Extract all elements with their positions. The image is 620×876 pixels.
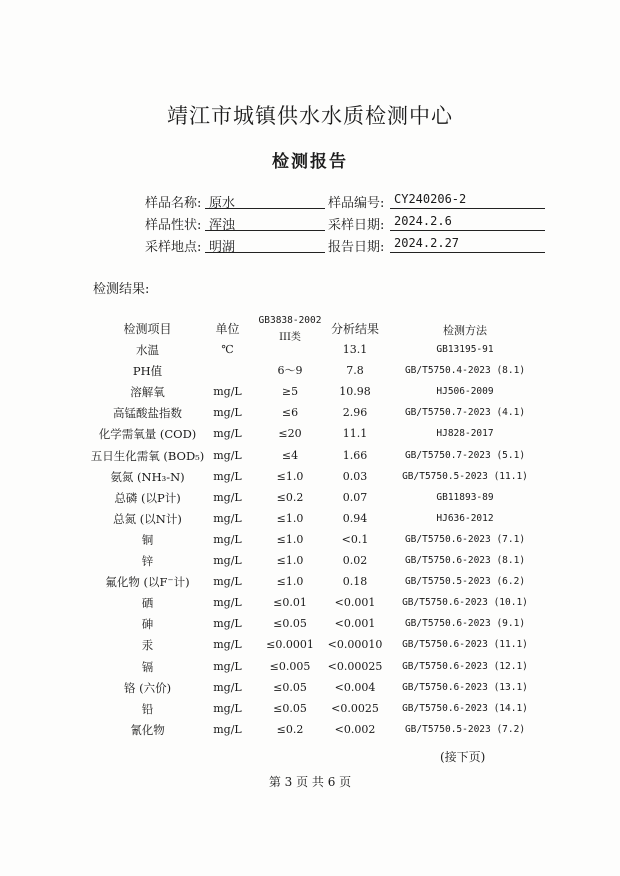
row-item: 总磷 (以P计) [114,490,181,505]
row-method: GB/T5750.6-2023 (12.1) [402,660,528,672]
header-method: 检测方法 [443,324,487,337]
row-result: <0.0025 [331,701,379,715]
continued-note: (接下页) [440,750,486,764]
row-standard: ≤0.2 [276,490,304,504]
row-result: <0.00010 [327,638,383,652]
table-row [0,572,620,592]
row-method: HJ828-2017 [436,428,494,440]
row-item: 铬 (六价) [123,680,172,695]
table-row [0,593,620,613]
sample-no-value: CY240206-2 [390,192,545,209]
row-item: 硒 [141,596,154,611]
row-standard: ≤1.0 [276,532,304,546]
header-unit: 单位 [215,322,240,336]
sample-state-value: 浑浊 [205,214,325,231]
row-unit: mg/L [213,448,242,462]
row-result: 13.1 [342,343,368,356]
page-number: 第 3 页 共 6 页 [268,775,352,789]
row-result: 1.66 [342,448,368,462]
row-result: 0.02 [342,554,368,567]
row-result: 0.94 [342,511,368,525]
row-item: 锌 [141,554,154,568]
row-method: GB/T5750.5-2023 (11.1) [402,470,528,482]
row-item: 氨氮 (NH₃-N) [110,469,185,484]
table-row [0,551,620,571]
row-standard: ≤1.0 [276,575,304,589]
row-method: GB/T5750.6-2023 (8.1) [404,555,526,566]
sampling-date-value: 2024.2.6 [390,214,545,231]
header-item: 检测项目 [123,322,172,336]
row-item: 镉 [141,659,154,674]
row-item: 化学需氧量 (COD) [98,427,197,442]
row-method: GB/T5750.7-2023 (5.1) [404,449,526,461]
row-method: GB11893-89 [436,491,494,503]
row-unit: mg/L [213,575,242,589]
row-standard: ≤0.05 [273,617,307,631]
row-unit: mg/L [213,596,242,610]
table-row [0,635,620,655]
table-row [0,614,620,634]
row-item: 高锰酸盐指数 [113,406,182,421]
table-row [0,446,620,466]
row-result: 0.07 [342,490,368,504]
row-standard: ≥5 [281,385,299,399]
row-unit: mg/L [213,532,242,546]
row-method: GB/T5750.6-2023 (13.1) [402,681,528,693]
row-item: 砷 [141,617,154,632]
row-method: GB/T5750.5-2023 (6.2) [404,576,526,588]
row-method: GB/T5750.6-2023 (7.1) [404,533,526,545]
report-title: 检测报告 [272,152,348,172]
sample-no-label: 样品编号: [328,196,385,211]
row-unit: mg/L [213,701,242,715]
row-result: 0.18 [342,575,368,589]
row-standard: ≤20 [278,427,302,441]
row-result: 7.8 [346,364,364,378]
row-method: GB/T5750.6-2023 (14.1) [402,702,528,714]
header-standard-line1: GB3838-2002 [258,315,322,326]
row-item: 总氮 (以N计) [113,511,182,526]
row-result: 0.03 [342,469,368,483]
row-result: <0.001 [334,617,376,631]
row-standard: ≤1.0 [276,511,304,525]
sample-name-value: 原水 [205,192,325,209]
table-row [0,678,620,698]
row-item: PH值 [132,364,163,379]
row-result: <0.00025 [327,659,383,673]
row-method: GB/T5750.6-2023 (11.1) [402,639,528,651]
table-row [0,382,620,402]
sample-state-label: 样品性状: [145,218,202,233]
row-standard: 6～9 [277,364,303,378]
row-result: <0.001 [334,596,376,610]
row-unit: mg/L [213,722,242,736]
table-row [0,467,620,487]
table-row [0,488,620,508]
row-result: 2.96 [342,406,368,420]
table-row [0,361,620,381]
row-standard: ≤0.05 [273,680,307,694]
table-row [0,657,620,677]
row-standard: ≤0.005 [269,659,311,673]
sampling-site-value: 明湖 [205,236,325,253]
row-unit: mg/L [213,469,242,483]
sampling-site-label: 采样地点: [145,240,202,255]
row-method: GB/T5750.6-2023 (9.1) [404,618,526,630]
row-unit: mg/L [213,385,242,399]
row-method: HJ506-2009 [436,386,494,398]
row-method: HJ636-2012 [436,512,494,524]
row-result: <0.002 [334,722,376,736]
row-result: 11.1 [342,427,368,441]
results-label: 检测结果: [93,282,150,297]
row-item: 溶解氧 [130,385,165,400]
organization-title: 靖江市城镇供水水质检测中心 [167,104,453,128]
report-date-value: 2024.2.27 [390,236,545,253]
row-item: 氟化物 (以F⁻计) [105,575,190,590]
row-unit: mg/L [213,427,242,441]
row-result: <0.004 [334,680,376,694]
row-item: 汞 [141,638,154,653]
row-unit: mg/L [213,617,242,631]
row-unit: mg/L [213,511,242,525]
row-standard: ≤4 [281,448,299,462]
row-item: 五日生化需氧 (BOD₅) [90,448,205,463]
row-unit: mg/L [213,554,242,567]
row-item: 水温 [136,343,159,357]
row-item: 铜 [141,532,154,547]
table-row [0,509,620,529]
row-method: GB/T5750.5-2023 (7.2) [404,723,526,735]
table-row [0,340,620,360]
row-standard: ≤1.0 [276,469,304,483]
row-standard: ≤1.0 [276,554,304,567]
row-unit: mg/L [213,659,242,673]
table-row [0,530,620,550]
row-unit: mg/L [213,638,242,652]
row-standard: ≤0.01 [273,596,307,610]
row-method: GB13195-91 [436,344,494,355]
row-standard: ≤6 [281,406,299,420]
row-method: GB/T5750.6-2023 (10.1) [402,597,528,609]
row-unit: mg/L [213,680,242,694]
report-date-label: 报告日期: [328,240,385,255]
row-unit: ℃ [221,343,234,356]
header-standard-line2: III类 [279,332,301,343]
table-row [0,403,620,423]
row-item: 氰化物 [130,722,165,737]
row-standard: ≤0.0001 [266,638,314,652]
row-item: 铅 [141,701,154,716]
row-standard: ≤0.05 [273,701,307,715]
row-standard: ≤0.2 [276,722,304,736]
row-unit: mg/L [213,406,242,420]
row-unit: mg/L [213,490,242,504]
row-method: GB/T5750.4-2023 (8.1) [404,365,526,377]
sampling-date-label: 采样日期: [328,218,385,233]
table-row [0,424,620,444]
header-result: 分析结果 [330,322,379,336]
row-result: <0.1 [341,532,369,546]
sample-name-label: 样品名称: [145,196,202,211]
table-row [0,699,620,719]
row-result: 10.98 [339,385,371,399]
table-row [0,720,620,740]
row-method: GB/T5750.7-2023 (4.1) [404,407,526,419]
